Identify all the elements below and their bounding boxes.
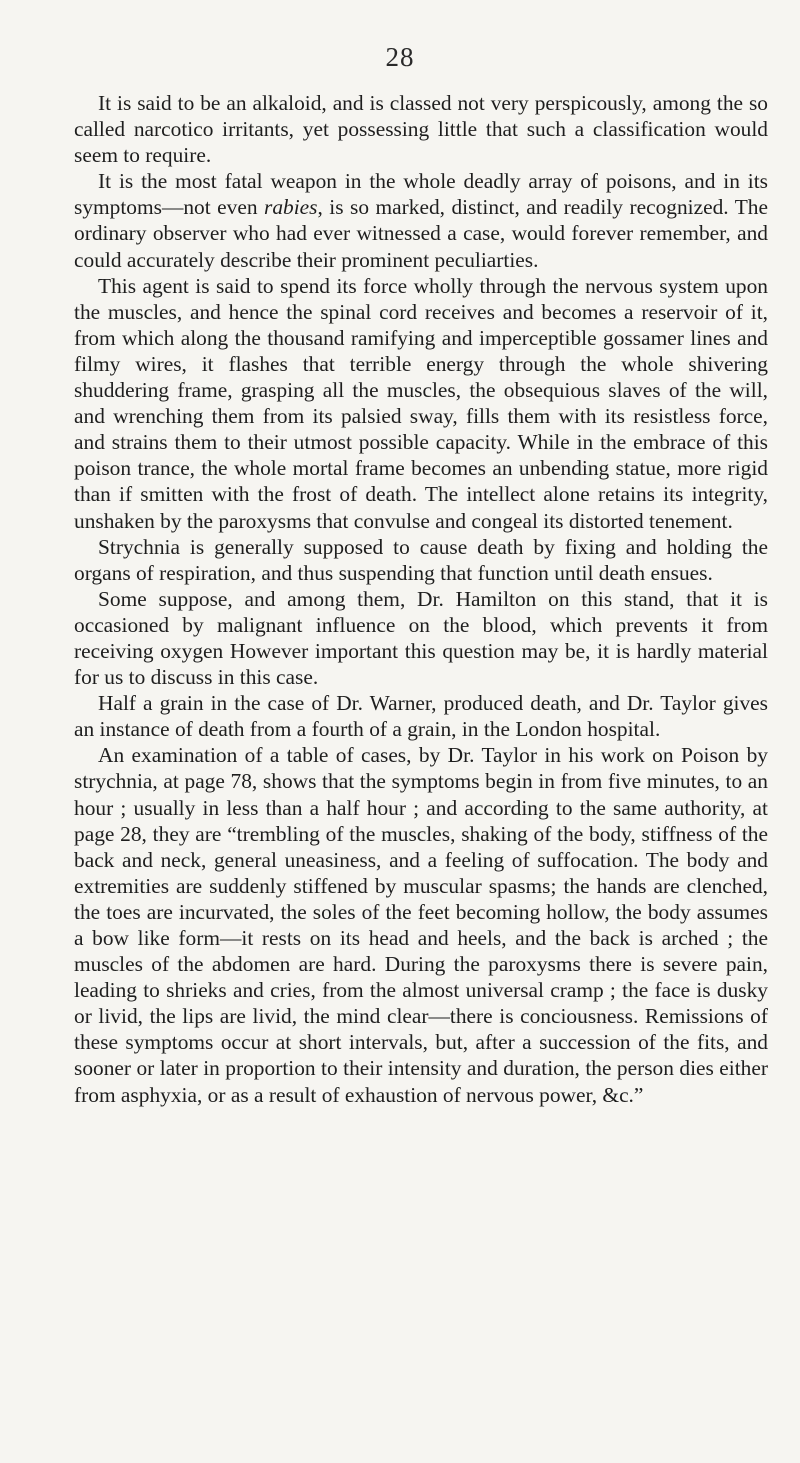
body-text [74,90,768,1108]
paragraph-nervous-system: This agent is said to spend its force wholly through the nervous system upon the muscles, and hence the spinal cord receives and becomes a reservoir of it, from which along the thousand ramifying and imperceptible gossamer lines and filmy wires, it flashes that terrible energy through the whole shivering shuddering frame, grasping all the muscles, the obsequious slaves of the will, and wrenching them from its palsied sway, fills them with its resistless force, and strains them to their utmost possible capacity. While in the embrace of this poison trance, the whole mortal frame becomes an unbending statue, more rigid than if smitten with the frost of death. The intellect alone retains its integrity, unshaken by the paroxysms that convulse and congeal its distorted tenement. [74,273,768,533]
paragraph-fatal-weapon: It is the most fatal weapon in the whole deadly array of poisons, and in its symptoms—not even rabies, is so marked, distinct, and readily recognized. The ordinary observer who had ever witnessed a case, would forever remember, and could accurately describe their prominent peculiarties. [74,169,768,272]
page-number: 28 [385,42,415,72]
paragraph-classification: It is said to be an alkaloid, and is classed not very perspicously, among the so called narcotico irritants, yet possessing little that such a classification would seem to require. [74,91,768,168]
paragraph-taylor-symptoms: An examination of a table of cases, by Dr. Taylor in his work on Poison by strychnia, at page 78, shows that the symptoms begin in from five minutes, to an hour ; usually in less than a half hour ; and according to the same authority, at page 28, they are “trembling of the muscles, shaking of the body, stiffness of the back and neck, general uneasiness, and a feeling of suffocation. The body and extremities are suddenly stiffened by muscular spasms; the hands are clenched, the toes are incurvated, the soles of the feet becoming hollow, the body assumes a bow like form—it rests on its head and heels, and the back is arched ; the muscles of the abdomen are hard. During the paroxysms there is severe pain, leading to shrieks and cries, from the almost universal cramp ; the face is dusky or livid, the lips are livid, the mind clear—there is conciousness. Remissions of these symptoms occur at short intervals, but, after a succession of the fits, and sooner or later in proportion to their intensity and duration, the person dies either from asphyxia, or as a result of exhaustion of nervous power, &c.” [74,743,768,1107]
paragraph-dosage-cases: Half a grain in the case of Dr. Warner, produced death, and Dr. Taylor gives an instance of death from a fourth of a grain, in the London hospital. [74,691,768,742]
italic-term: rabies [264,195,318,220]
paragraph-hamilton-theory: Some suppose, and among them, Dr. Hamilton on this stand, that it is occasioned by malignant influence on the blood, which prevents it from receiving oxygen However important this question may be, it is hardly material for us to discuss in this case. [74,586,768,690]
paragraph-cause-of-death: Strychnia is generally supposed to cause death by fixing and holding the organs of respiration, and thus suspending that function until death ensues. [74,534,768,585]
